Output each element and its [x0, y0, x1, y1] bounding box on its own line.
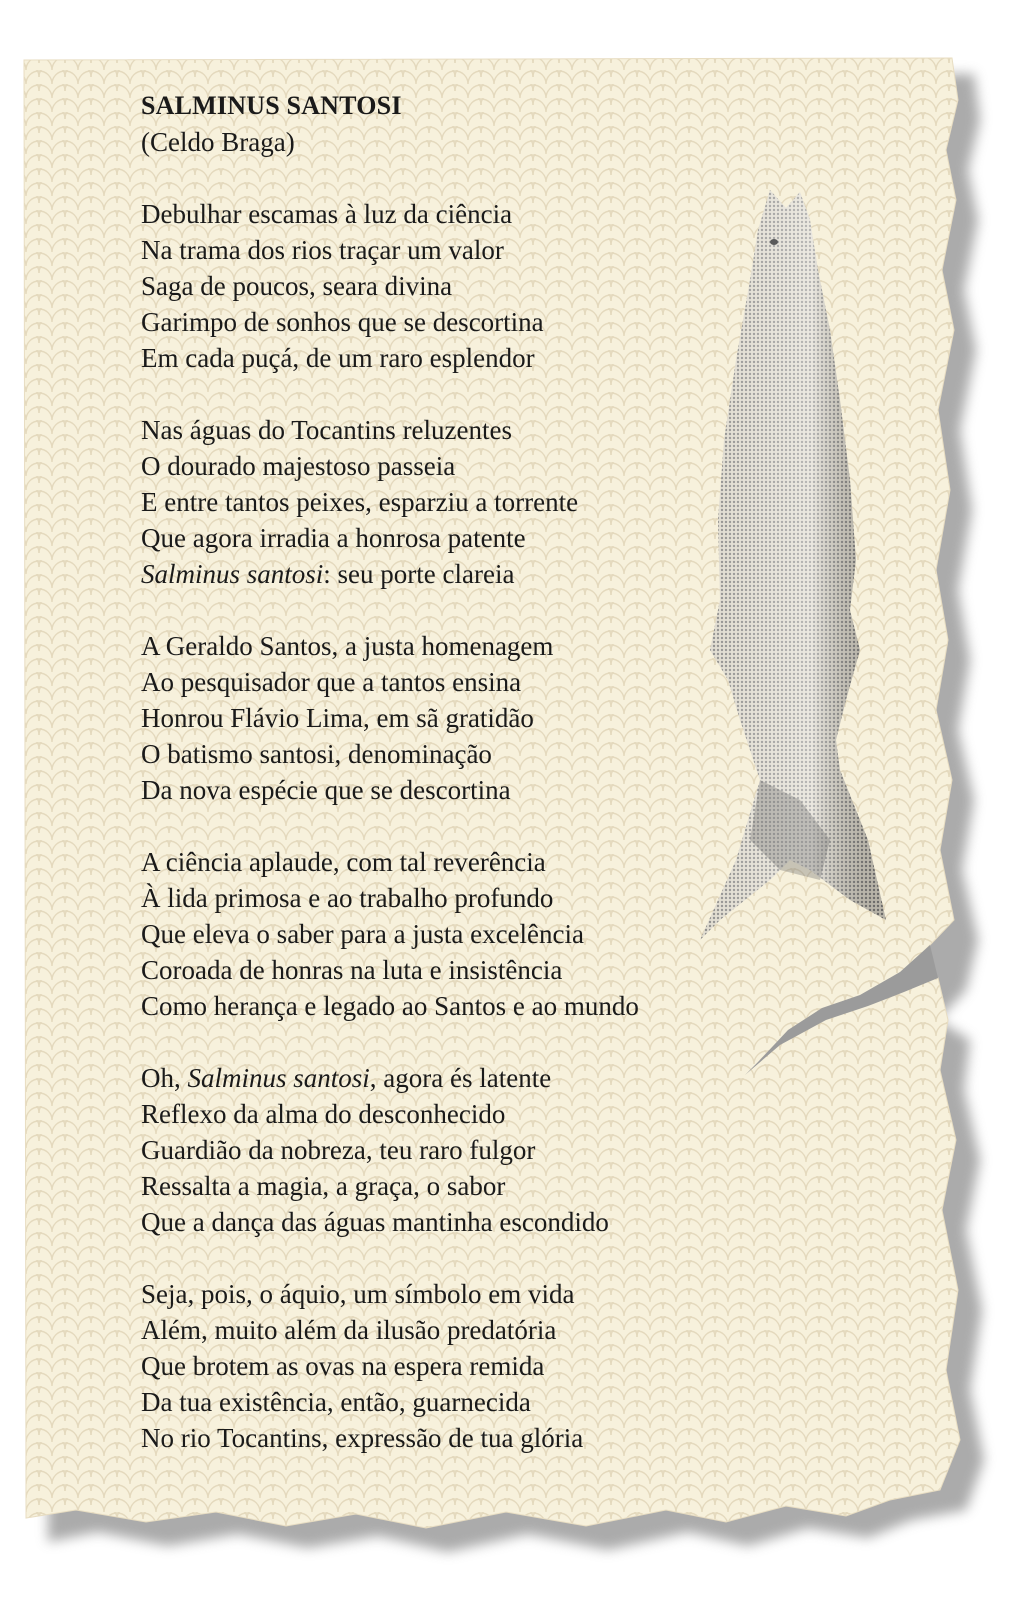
stanza-6	[141, 1276, 741, 1456]
poem-line	[141, 1060, 741, 1096]
species-name: Salminus santosi	[187, 1063, 370, 1093]
line-pre: Oh,	[141, 1063, 188, 1093]
fish-eye	[770, 239, 778, 245]
poem-line: Reflexo da alma do desconhecido	[141, 1099, 506, 1129]
poem-line: Da tua existência, então, guarnecida	[141, 1387, 531, 1417]
stanza-2	[141, 412, 741, 592]
poem-line: Que brotem as ovas na espera remida	[141, 1351, 545, 1381]
poem-line: À lida primosa e ao trabalho profundo	[141, 883, 554, 913]
poem-line: O dourado majestoso passeia	[141, 451, 456, 481]
poem-line: Nas águas do Tocantins reluzentes	[141, 415, 512, 445]
poem-line: Honrou Flávio Lima, em sã gratidão	[141, 703, 534, 733]
line-post: , agora és latente	[369, 1063, 552, 1093]
poem-title: SALMINUS SANTOSI	[141, 91, 402, 120]
poem-line: Garimpo de sonhos que se descortina	[141, 307, 544, 337]
poem-line: O batismo santosi, denominação	[141, 739, 492, 769]
poem-line: Coroada de honras na luta e insistência	[141, 955, 563, 985]
poem-line: Ao pesquisador que a tantos ensina	[141, 667, 522, 697]
species-name: Salminus santosi	[141, 559, 324, 589]
poem-line: No rio Tocantins, expressão de tua glória	[141, 1423, 584, 1453]
stanza-1	[141, 196, 741, 376]
stanza-3	[141, 628, 741, 808]
poem-line: Que eleva o saber para a justa excelência	[141, 919, 584, 949]
poem-line: Que a dança das águas mantinha escondido	[141, 1207, 609, 1237]
poem-author: (Celdo Braga)	[141, 127, 295, 157]
poem-line: Na trama dos rios traçar um valor	[141, 235, 504, 265]
poem-line: A ciência aplaude, com tal reverência	[141, 847, 546, 877]
poem-line: Em cada puçá, de um raro esplendor	[141, 343, 535, 373]
line-rest: : seu porte clareia	[323, 559, 515, 589]
poem-line: Debulhar escamas à luz da ciência	[141, 199, 513, 229]
poem-line: E entre tantos peixes, esparziu a torrente	[141, 487, 579, 517]
stanza-5	[141, 1060, 741, 1240]
poem-line: Como herança e legado ao Santos e ao mundo	[141, 991, 639, 1021]
poem-line	[141, 556, 741, 592]
poem	[141, 88, 741, 1492]
poem-line: Que agora irradia a honrosa patente	[141, 523, 526, 553]
poem-line: A Geraldo Santos, a justa homenagem	[141, 631, 554, 661]
stanza-4	[141, 844, 741, 1024]
poem-line: Ressalta a magia, a graça, o sabor	[141, 1171, 506, 1201]
poem-line: Da nova espécie que se descortina	[141, 775, 511, 805]
poem-line: Guardião da nobreza, teu raro fulgor	[141, 1135, 536, 1165]
poem-line: Saga de poucos, seara divina	[141, 271, 453, 301]
poem-line: Além, muito além da ilusão predatória	[141, 1315, 557, 1345]
poem-line: Seja, pois, o áquio, um símbolo em vida	[141, 1279, 575, 1309]
